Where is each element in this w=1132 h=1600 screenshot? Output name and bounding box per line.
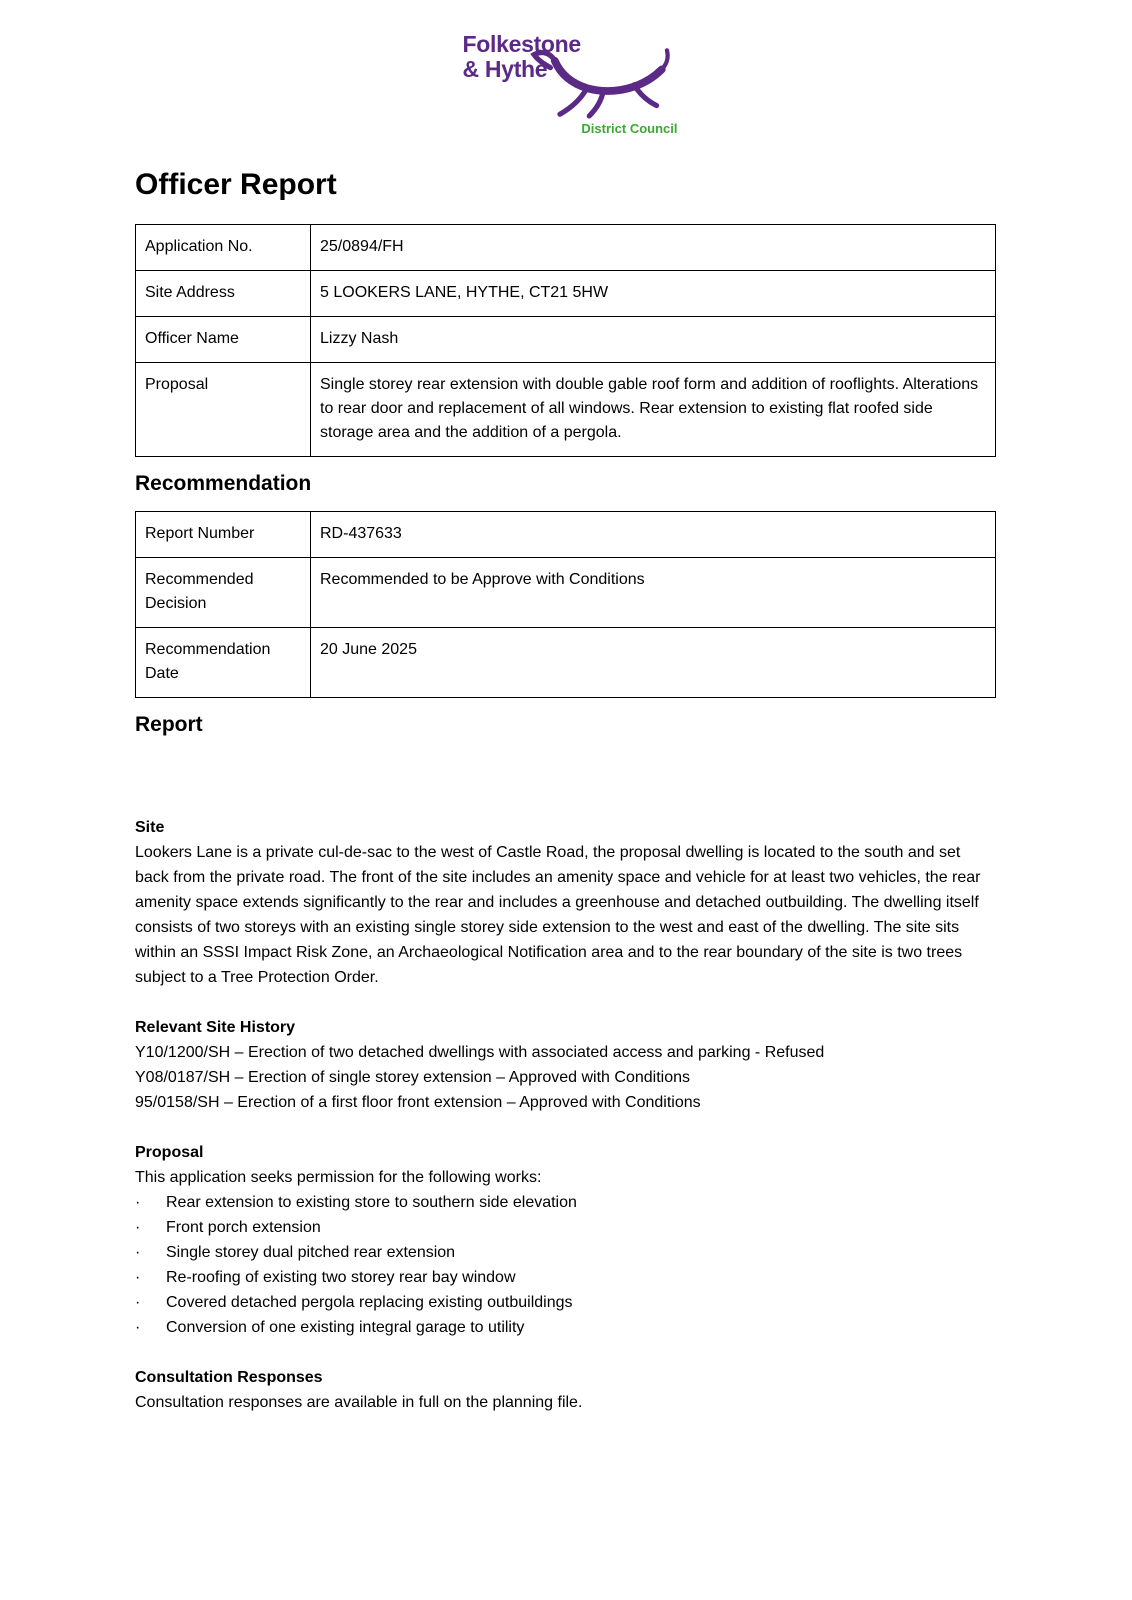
bullet-text: Single storey dual pitched rear extension: [166, 1244, 456, 1261]
table-row: [136, 317, 996, 363]
list-item: [135, 1190, 995, 1215]
history-line: 95/0158/SH – Erection of a first floor front extension – Approved with Conditions: [135, 1094, 701, 1111]
bullet-text: Covered detached pergola replacing existing outbuildings: [166, 1294, 573, 1311]
table-row: [136, 512, 996, 558]
row-value: Recommended to be Approve with Conditions: [311, 558, 996, 628]
section-heading: Site: [135, 819, 165, 836]
table-row: [136, 628, 996, 698]
list-item: [135, 1290, 995, 1315]
row-label: Site Address: [136, 271, 311, 317]
application-table: [135, 224, 996, 457]
table-row: [136, 225, 996, 271]
bullet-icon: ·: [135, 1194, 141, 1211]
proposal-bullet-list: [135, 1190, 995, 1340]
row-value: RD-437633: [311, 512, 996, 558]
bullet-text: Front porch extension: [166, 1219, 321, 1236]
row-value: Single storey rear extension with double gable roof form and addition of rooflights. Alterations to rear door and replacement of all windows. Rear extension to existing flat roofed side storage area and the addition of a pergola.: [311, 363, 996, 457]
bullet-icon: ·: [135, 1244, 141, 1261]
section-heading: Proposal: [135, 1144, 204, 1161]
history-line: Y10/1200/SH – Erection of two detached dwellings with associated access and parking - Refused: [135, 1044, 825, 1061]
section-proposal: [135, 1140, 995, 1340]
proposal-intro: This application seeks permission for the following works:: [135, 1169, 542, 1186]
section-heading: Consultation Responses: [135, 1369, 323, 1386]
row-label: Officer Name: [136, 317, 311, 363]
bullet-text: Rear extension to existing store to southern side elevation: [166, 1194, 577, 1211]
council-name: [463, 32, 581, 82]
table-row: [136, 558, 996, 628]
logo-subtitle: District Council: [581, 121, 678, 136]
list-item: [135, 1265, 995, 1290]
section-consultation: [135, 1365, 995, 1415]
row-value: 20 June 2025: [311, 628, 996, 698]
row-value: 5 LOOKERS LANE, HYTHE, CT21 5HW: [311, 271, 996, 317]
recommendation-heading: Recommendation: [135, 472, 312, 495]
row-label: Application No.: [136, 225, 311, 271]
list-item: [135, 1240, 995, 1265]
section-heading: Relevant Site History: [135, 1019, 296, 1036]
section-site: [135, 815, 995, 990]
table-row: [136, 363, 996, 457]
recommendation-table: [135, 511, 996, 698]
council-logo: [462, 30, 678, 136]
bullet-icon: ·: [135, 1294, 141, 1311]
table-row: [136, 271, 996, 317]
logo-text-line2: & Hythe: [462, 56, 548, 82]
bullet-icon: ·: [135, 1319, 141, 1336]
logo-text-line1: Folkestone: [462, 31, 581, 57]
report-title: Officer Report: [135, 168, 337, 201]
row-value: Lizzy Nash: [311, 317, 996, 363]
bullet-icon: ·: [135, 1269, 141, 1286]
history-line: Y08/0187/SH – Erection of single storey extension – Approved with Conditions: [135, 1069, 690, 1086]
bullet-text: Conversion of one existing integral garage to utility: [166, 1319, 525, 1336]
bullet-text: Re-roofing of existing two storey rear bay window: [166, 1269, 516, 1286]
row-value: 25/0894/FH: [311, 225, 996, 271]
row-label: Proposal: [136, 363, 311, 457]
list-item: [135, 1315, 995, 1340]
row-label: Recommendation Date: [136, 628, 311, 698]
section-site-history: [135, 1015, 995, 1115]
row-label: Report Number: [136, 512, 311, 558]
row-label: Recommended Decision: [136, 558, 311, 628]
report-body: [135, 815, 995, 1415]
section-paragraph: Lookers Lane is a private cul-de-sac to the west of Castle Road, the proposal dwelling is located to the south and set back from the private road. The front of the site includes an amenity space and vehicle for at least two vehicles, the rear amenity space extends significantly to the rear and includes a greenhouse and detached outbuilding. The dwelling itself consists of two storeys with an existing single storey side extension to the west and east of the dwelling. The site sits within an SSSI Impact Risk Zone, an Archaeological Notification area and to the rear boundary of the site is two trees subject to a Tree Protection Order.: [135, 844, 981, 986]
report-heading: Report: [135, 713, 203, 736]
bullet-icon: ·: [135, 1219, 141, 1236]
list-item: [135, 1215, 995, 1240]
section-paragraph: Consultation responses are available in full on the planning file.: [135, 1394, 583, 1411]
